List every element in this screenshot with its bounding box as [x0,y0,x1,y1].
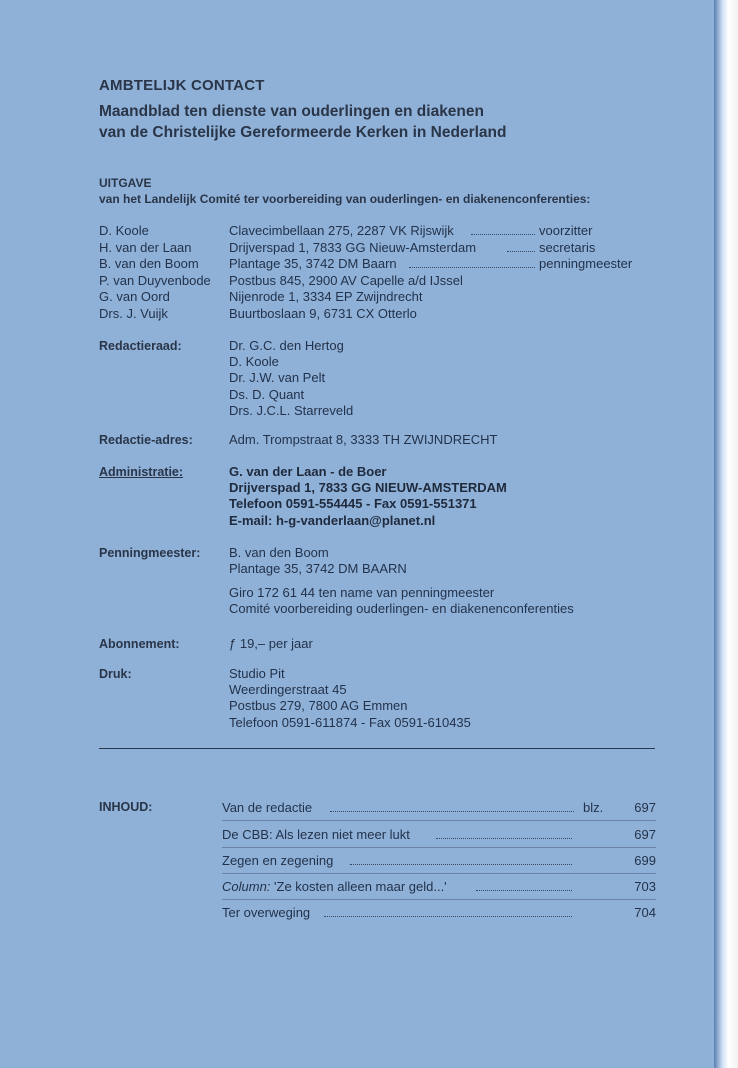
toc-separator [222,820,656,821]
administratie-label: Administratie: [99,465,184,479]
druk-block [229,666,471,731]
committee-row [99,240,659,257]
member-name: Drs. J. Vuijk [99,305,168,321]
editor-name: Dr. G.C. den Hertog [229,338,344,353]
toc-title: Ter overweging [222,905,311,920]
member-address: Nijenrode 1, 3334 EP Zwijndrecht [229,289,423,304]
leader-dots [507,240,535,252]
member-name: G. van Oord [99,289,170,304]
section-divider [99,748,655,749]
admin-email: E-mail: h-g-vanderlaan@planet.nl [229,512,436,528]
giro-block [229,585,574,617]
uitgave-label: UITGAVE [99,176,152,190]
toc-title-wrap [222,879,447,894]
toc-title: Zegen en zegening [222,853,334,868]
committee-row [99,289,659,306]
committee-row [99,306,659,323]
leader-dots [409,256,535,268]
committee-row [99,273,659,290]
redactieraad-list [229,338,353,419]
toc-separator [222,847,656,848]
treasurer-address: Plantage 35, 3742 DM BAARN [229,561,407,577]
printer-street: Weerdingerstraat 45 [229,682,347,698]
member-name: P. van Duyvenbode [99,272,211,288]
toc-page: 699 [634,853,656,868]
penningmeester-block [229,545,407,577]
uitgave-text: van het Landelijk Comité ter voorbereiding van ouderlingen- en diakenenconferenties: [99,192,591,206]
member-role: voorzitter [539,223,593,238]
member-name: H. van der Laan [99,239,192,255]
committee-row [99,256,659,273]
toc-item[interactable] [222,853,656,871]
leader-dots [330,811,574,812]
member-role: penningmeester [539,256,633,271]
toc-blz-label: blz. [583,800,604,815]
magazine-subtitle-2: van de Christelijke Gereformeerde Kerken in Nederland [99,124,507,141]
editor-name: Dr. J.W. van Pelt [229,370,326,386]
magazine-subtitle-1: Maandblad ten dienste van ouderlingen en diakenen [99,103,484,120]
toc-page: 703 [634,879,656,894]
inhoud-label: INHOUD: [99,800,153,814]
member-address: Drijverspad 1, 7833 GG Nieuw-Amsterdam [229,239,477,255]
toc-item[interactable] [222,905,656,923]
penningmeester-label: Penningmeester: [99,546,201,560]
toc-item[interactable] [222,827,656,845]
committee-list [99,223,659,322]
member-address: Plantage 35, 3742 DM Baarn [229,256,397,271]
toc-title: De CBB: Als lezen niet meer lukt [222,827,410,842]
abonnement-label: Abonnement: [99,637,180,651]
toc-title: 'Ze kosten alleen maar geld...' [274,879,447,894]
leader-dots [471,223,535,235]
printer-postbus: Postbus 279, 7800 AG Emmen [229,698,408,714]
editor-name: D. Koole [229,354,279,370]
committee-row [99,223,659,240]
toc-item[interactable] [222,879,656,897]
toc-page: 704 [634,905,656,920]
member-address: Buurtboslaan 9, 6731 CX Otterlo [229,305,417,321]
treasurer-name: B. van den Boom [229,545,329,560]
admin-address: Drijverspad 1, 7833 GG NIEUW-AMSTERDAM [229,480,507,496]
admin-phone: Telefoon 0591-554445 - Fax 0591-551371 [229,496,477,512]
member-address: Clavecimbellaan 275, 2287 VK Rijswijk [229,223,454,238]
toc-separator [222,873,656,874]
druk-label: Druk: [99,667,132,681]
page-edge [714,0,738,1068]
printer-phone: Telefoon 0591-611874 - Fax 0591-610435 [229,714,471,730]
leader-dots [350,864,572,865]
member-name: D. Koole [99,223,149,238]
member-role: secretaris [539,239,596,255]
toc-separator [222,899,656,900]
toc-page: 697 [634,800,656,815]
editor-name: Drs. J.C.L. Starreveld [229,402,354,418]
member-name: B. van den Boom [99,256,199,271]
toc-title-italic: Column: [222,879,271,894]
leader-dots [324,916,572,917]
leader-dots [436,838,572,839]
abonnement-value: ƒ 19,– per jaar [229,636,313,651]
printer-name: Studio Pit [229,666,285,681]
editor-name: Ds. D. Quant [229,386,305,402]
magazine-title: AMBTELIJK CONTACT [99,77,265,94]
redactieraad-label: Redactieraad: [99,339,182,353]
admin-name: G. van der Laan - de Boer [229,464,387,479]
toc-item[interactable] [222,800,656,818]
giro-line: Comité voorbereiding ouderlingen- en diakenenconferenties [229,601,574,617]
giro-line: Giro 172 61 44 ten name van penningmeester [229,585,495,600]
toc-title: Van de redactie [222,800,313,815]
member-address: Postbus 845, 2900 AV Capelle a/d IJssel [229,272,463,288]
toc-page: 697 [634,827,656,842]
redactieadres-value: Adm. Trompstraat 8, 3333 TH ZWIJNDRECHT [229,432,498,447]
leader-dots [476,890,572,891]
redactieadres-label: Redactie-adres: [99,433,193,447]
administratie-block [229,464,507,529]
